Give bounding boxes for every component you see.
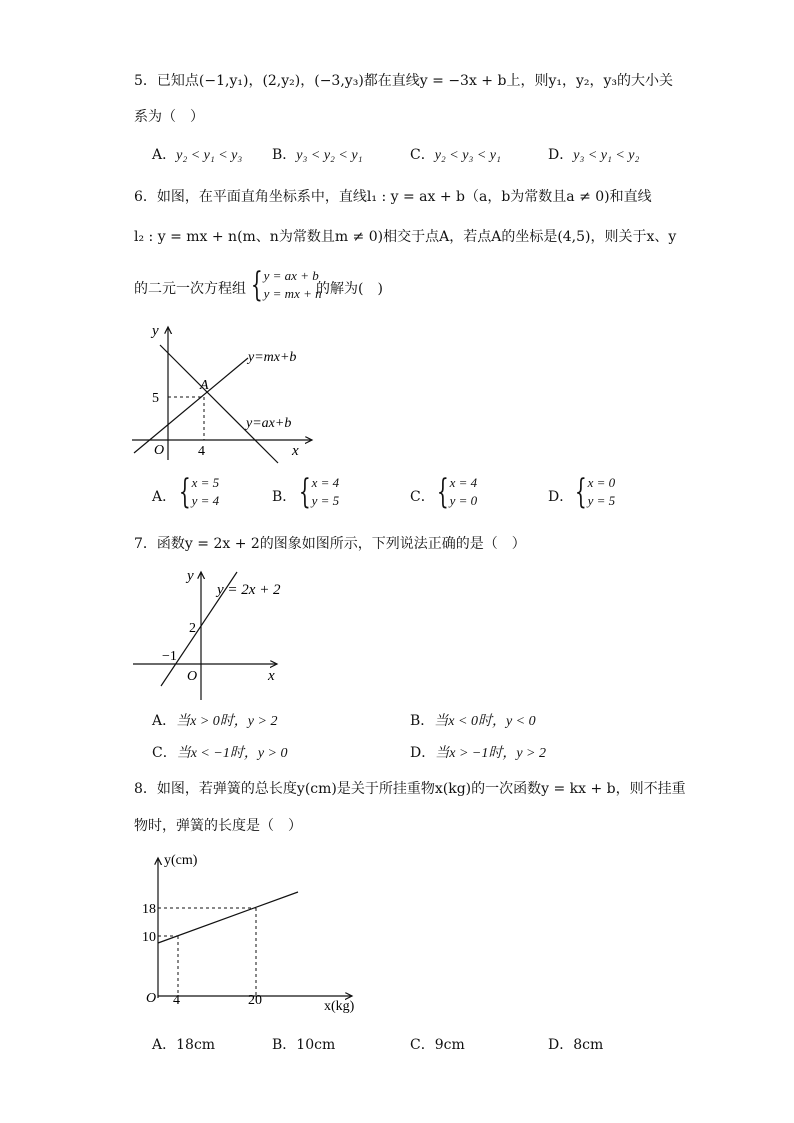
- x-axis-label: x: [292, 443, 299, 459]
- q6-option-a-system: [174, 474, 219, 510]
- option-label: D．: [548, 489, 574, 505]
- option-label: B．: [410, 713, 435, 729]
- origin-label: O: [146, 991, 157, 1006]
- q6-stem-line2: l₂ : y = mx + n(m、n为常数且m ≠ 0)相交于点A，若点A的坐标是(4,5)，则关于x、y: [134, 229, 677, 245]
- q7-figure: [125, 560, 295, 710]
- q8-option-a[interactable]: [152, 1036, 215, 1054]
- option-text: 18cm: [176, 1037, 216, 1053]
- option-text: y₂ < y₁ < y₃: [176, 148, 243, 163]
- sys-bottom: y = 5: [587, 493, 616, 508]
- option-label: A．: [152, 1037, 177, 1053]
- option-label: C．: [410, 147, 435, 163]
- y-tick-label: 5: [152, 391, 159, 406]
- option-label: C．: [410, 489, 435, 505]
- sys-top: x = 4: [311, 475, 340, 490]
- option-text: 当x > 0时，y > 2: [176, 714, 278, 729]
- option-label: B．: [272, 147, 297, 163]
- option-text: 10cm: [296, 1037, 336, 1053]
- y-tick-label: 2: [189, 621, 196, 636]
- option-text: 8cm: [573, 1037, 604, 1053]
- q7-option-b[interactable]: [410, 712, 536, 731]
- q6-equation-system: [246, 267, 322, 303]
- sys-top: x = 0: [587, 475, 616, 490]
- q8-option-b[interactable]: [272, 1036, 335, 1054]
- y-axis-label: y: [152, 323, 159, 339]
- option-text: 9cm: [434, 1037, 465, 1053]
- option-text: 当x < 0时，y < 0: [434, 714, 536, 729]
- line-mx-label: y=mx+b: [248, 350, 297, 365]
- x-axis-label: x(kg): [324, 999, 355, 1014]
- option-text: y₃ < y₂ < y₁: [296, 148, 363, 163]
- option-label: D．: [548, 1037, 574, 1053]
- q5-option-a[interactable]: [152, 146, 242, 165]
- q5-stem-line1: 5．已知点(−1,y₁)，(2,y₂)，(−3,y₃)都在直线y = −3x + b上，则y₁，y₂，y₃的大小关: [134, 73, 674, 89]
- q8-stem-line1: 8．如图，若弹簧的总长度y(cm)是关于所挂重物x(kg)的一次函数y = kx + b，则不挂重: [134, 781, 686, 797]
- sys-bottom: y = 5: [311, 493, 340, 508]
- line-label: y = 2x + 2: [217, 582, 281, 598]
- brace-icon: {: [250, 265, 263, 305]
- q5-option-d[interactable]: [548, 146, 639, 165]
- sys-top: x = 4: [449, 475, 478, 490]
- q6-option-d-system: [570, 474, 615, 510]
- q7-option-d[interactable]: [410, 744, 546, 763]
- q7-option-a[interactable]: [152, 712, 277, 731]
- q8-figure: [140, 848, 370, 1018]
- x-tick-label: 4: [198, 444, 205, 459]
- option-text: A．: [152, 713, 177, 729]
- q6-option-c[interactable]: [410, 488, 435, 506]
- q5-option-b[interactable]: [272, 146, 362, 165]
- brace-icon: {: [178, 472, 191, 512]
- q7-option-c[interactable]: [152, 744, 288, 763]
- brace-icon: {: [436, 472, 449, 512]
- y-axis-label: y(cm): [164, 853, 198, 868]
- q8-stem-line2: 物时，弹簧的长度是（ ）: [134, 818, 302, 834]
- q8-option-c[interactable]: [410, 1036, 465, 1054]
- y-tick-10: 10: [142, 930, 156, 945]
- option-label: D．: [410, 745, 436, 761]
- brace-icon: {: [574, 472, 587, 512]
- sys-bottom: y = 4: [191, 493, 220, 508]
- x-axis-label: x: [268, 668, 275, 684]
- option-label: A．: [152, 147, 177, 163]
- x-tick-label: −1: [162, 649, 177, 664]
- q5-option-c[interactable]: [410, 146, 501, 165]
- y-axis-label: y: [187, 568, 194, 584]
- point-a-label: A: [200, 378, 209, 393]
- option-text: y₂ < y₃ < y₁: [434, 148, 501, 163]
- y-tick-18: 18: [142, 902, 156, 917]
- origin-label: O: [154, 443, 165, 458]
- option-label: B．: [272, 489, 297, 505]
- q6-option-a[interactable]: [152, 488, 176, 506]
- option-label: B．: [272, 1037, 297, 1053]
- x-tick-20: 20: [248, 993, 262, 1008]
- origin-label: O: [187, 669, 198, 684]
- option-text: 当x < −1时，y > 0: [176, 746, 288, 761]
- q6-stem-line3-pre: 的二元一次方程组: [134, 281, 246, 297]
- q8-option-d[interactable]: [548, 1036, 603, 1054]
- sys-bottom: y = 0: [449, 493, 478, 508]
- option-label: D．: [548, 147, 574, 163]
- q6-option-b[interactable]: [272, 488, 296, 506]
- option-text: y₃ < y₁ < y₂: [573, 148, 640, 163]
- option-label: A．: [152, 489, 177, 505]
- sys-top: x = 5: [191, 475, 220, 490]
- x-tick-4: 4: [173, 993, 180, 1008]
- q6-figure: [120, 315, 320, 465]
- option-label: C．: [152, 745, 177, 761]
- option-text: 当x > −1时，y > 2: [435, 746, 547, 761]
- sys-eq-bottom: y = mx + n: [263, 286, 322, 301]
- sys-eq-top: y = ax + b: [263, 268, 319, 283]
- q5-stem-line2: 系为（ ）: [134, 109, 204, 125]
- q6-option-b-system: [294, 474, 339, 510]
- q7-stem: 7．函数y = 2x + 2的图象如图所示，下列说法正确的是（ ）: [134, 536, 526, 552]
- spring-line: [158, 892, 298, 943]
- q6-stem-line1: 6．如图，在平面直角坐标系中，直线l₁ : y = ax + b（a，b为常数且a ≠ 0)和直线: [134, 189, 652, 205]
- brace-icon: {: [298, 472, 311, 512]
- q6-stem-line3-post: 的解为( ): [316, 281, 383, 297]
- line-ax-label: y=ax+b: [246, 416, 292, 431]
- option-label: C．: [410, 1037, 435, 1053]
- q6-option-c-system: [432, 474, 477, 510]
